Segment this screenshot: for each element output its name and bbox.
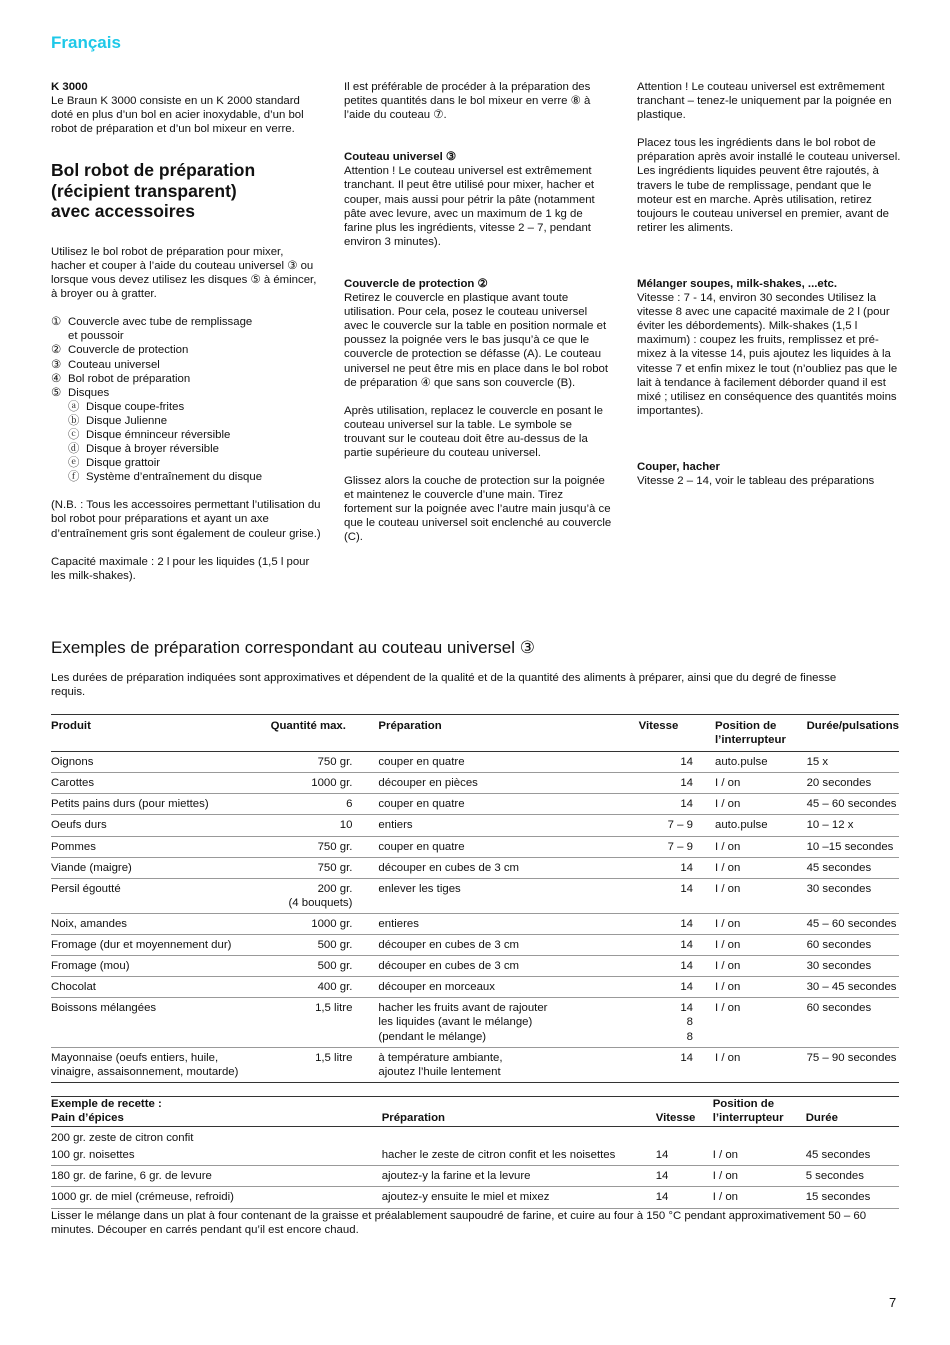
recipe-cell-ingredient: 100 gr. noisettes [51,1149,135,1162]
recipe-cell-speed: 14 [655,1170,669,1183]
table-row [51,836,899,857]
disc-letter: ⓐ [68,400,80,413]
recipe-cell-switch-position: I / on [712,1170,739,1183]
cell-switch-position: auto.pulse [715,819,768,832]
cell-quantity: 750 gr. [317,861,353,874]
warning-text: Attention ! Le couteau universel est extrêmement tranchant – tenez-le uniquement par la poignée en plastique. [637,81,892,122]
recipe-cell-speed: 14 [655,1149,669,1162]
cell-product: Oignons [51,756,94,769]
table-row [51,752,899,773]
header-preparation: Préparation [378,720,442,732]
cell-preparation: couper en quatre [378,840,465,853]
recipe-header-duration: Durée [805,1112,838,1125]
cell-switch-position: I / on [715,939,741,952]
recipe-title [51,1097,382,1127]
cell-product: Noix, amandes [51,917,127,930]
list-item [51,315,321,329]
recipe-header-switch-position: Position de l’interrupteur [712,1098,784,1125]
cell-duration: 45 – 60 secondes [806,917,897,930]
cell-switch-position: I / on [715,917,741,930]
cut-text: Vitesse 2 – 14, voir le tableau des préparations [637,474,875,487]
cell-duration: 20 secondes [806,777,872,790]
recipe-cell-preparation: hacher le zeste de citron confit et les noisettes [381,1149,616,1162]
recipe-table [51,1096,899,1209]
cell-quantity: 1000 gr. [311,777,353,790]
after-use-text: Après utilisation, replacez le couvercle en posant le couteau universel sur la table. Le symbole se trouvant sur le couteau doit être au-dessus de la partie supérieure du couteau universel. [344,404,603,459]
cell-duration: 45 secondes [806,861,872,874]
cell-switch-position: I / on [715,1002,741,1015]
cell-switch-position: I / on [715,861,741,874]
recipe-title-line2: Pain d’épices [51,1112,124,1125]
cell-product: Persil égoutté [51,882,121,895]
recipe-cell-duration: 5 secondes [805,1170,864,1183]
table-row [51,1047,899,1082]
cell-quantity: 200 gr. (4 bouquets) [288,882,353,909]
table-row [51,998,899,1047]
header-quantity: Quantité max. [270,720,346,732]
header-product: Produit [51,720,91,732]
cell-duration: 30 secondes [806,882,872,895]
table-row [51,1166,899,1187]
cell-preparation: entieres [378,917,419,930]
cell-quantity: 750 gr. [317,840,353,853]
recipe-header-speed: Vitesse [655,1112,696,1125]
cell-product: Boissons mélangées [51,1002,157,1015]
cell-duration: 30 secondes [806,960,872,973]
cell-switch-position: I / on [715,777,741,790]
cell-switch-position: I / on [715,840,741,853]
part-number: ⑤ [51,386,62,399]
cell-product: Fromage (mou) [51,960,130,973]
cell-quantity: 1,5 litre [315,1051,353,1064]
cell-speed: 14 [680,939,693,952]
part-label: Couvercle avec tube de remplissage [68,316,253,329]
cell-product: Pommes [51,840,96,853]
cell-duration: 75 – 90 secondes [806,1051,897,1064]
recipe-cell-preparation: ajoutez-y la farine et la levure [381,1170,531,1183]
disc-letter: ⓕ [68,471,80,484]
mix-heading: Mélanger soupes, milk-shakes, ...etc. [637,277,838,290]
disc-label: Disque grattoir [86,457,161,470]
recipe-cell-preparation: ajoutez-y ensuite le miel et mixez [381,1191,550,1204]
header-speed: Vitesse [638,720,679,732]
cell-speed: 14 [680,777,693,790]
recipe-header-preparation: Préparation [381,1112,445,1125]
cell-speed: 14 [680,861,693,874]
cell-speed: 14 [680,882,693,895]
cell-preparation: découper en morceaux [378,981,495,994]
cell-speed: 7 – 9 [667,819,693,832]
cell-quantity: 500 gr. [317,939,353,952]
recipe-cell-switch-position: I / on [712,1149,739,1162]
table-row [51,1145,899,1166]
table-row [51,913,899,934]
parts-list [51,315,321,484]
header-switch-position: Position de l’interrupteur [715,720,786,747]
cell-product: Chocolat [51,981,96,994]
cell-preparation: découper en cubes de 3 cm [378,939,519,952]
list-subitem [51,456,321,470]
cell-duration: 10 –15 secondes [806,840,894,853]
placement-text: Placez tous les ingrédients dans le bol robot de préparation après avoir installé le couteau universel. Les ingrédients liquides peuvent être rajoutés, à travers le tube de remplissage, pendant que le moteur est en marche. Après utilisation, retirez toujours le couteau universel en premier, avant de retirer les aliments. [637,137,901,234]
cell-duration: 60 secondes [806,939,872,952]
list-item [51,358,321,372]
list-item-continuation: et poussoir [68,330,124,343]
disc-letter: ⓒ [68,429,80,441]
cell-duration: 30 – 45 secondes [806,981,897,994]
cell-quantity: 500 gr. [317,960,353,973]
part-number: ② [51,344,62,357]
cell-duration: 10 – 12 x [806,819,854,832]
disc-label: Disque à broyer réversible [86,443,219,456]
disc-letter: ⓔ [68,457,80,470]
cell-preparation: découper en pièces [378,777,478,790]
section-title-line2: (récipient transparent) [51,180,237,201]
part-label: Couteau universel [68,358,160,371]
mix-text: Vitesse : 7 - 14, environ 30 secondes Utilisez la vitesse 8 avec une capacité maximale de 2 l (pour éviter les débordements). Milk-shakes (1,5 l maximum) : coupez les fruits, remplissez et pré-mixez à la vitesse 14, puis ajoutez les liquides à la vitesse 7 et enfin mixez le tout (n’oubliez pas que le lait à tendance à facilement déborder quand il est mixé ; utilisez en conséquence des quantités moins importantes). [637,292,898,417]
recipe-cell-ingredient: 180 gr. de farine, 6 gr. de levure [51,1170,212,1183]
usage-text: Utilisez le bol robot de préparation pour mixer, hacher et couper à l’aide du couteau universel ③ ou lorsque vous devez utilisez les disques ⑤ à émincer, à broyer ou à gratter. [51,245,317,301]
cell-duration: 15 x [806,756,829,769]
table-row [51,815,899,836]
part-label: Couvercle de protection [68,344,189,357]
cell-speed: 7 – 9 [667,840,693,853]
examples-title: Exemples de préparation correspondant au couteau universel ③ [51,638,535,657]
column-2 [344,80,614,545]
cell-switch-position: I / on [715,798,741,811]
list-subitem [51,400,321,414]
table-row [51,1187,899,1208]
cell-switch-position: auto.pulse [715,756,768,769]
cell-quantity: 10 [339,819,353,832]
table-row [51,857,899,878]
table-row [51,935,899,956]
table-row [51,977,899,998]
list-subitem [51,428,321,442]
table-row [51,956,899,977]
section-title-line3: avec accessoires [51,201,196,222]
list-item [51,386,321,400]
disc-label: Disque coupe-frites [86,400,185,413]
cell-product: Fromage (dur et moyennement dur) [51,939,232,952]
cell-quantity: 6 [346,798,353,811]
knife-heading: Couteau universel ③ [344,151,457,164]
recipe-title-line1: Exemple de recette : [51,1098,162,1110]
cell-quantity: 1,5 litre [315,1002,353,1015]
cell-preparation: découper en cubes de 3 cm [378,861,519,874]
model-heading: K 3000 [51,81,88,93]
cell-quantity: 400 gr. [317,981,353,994]
cell-switch-position: I / on [715,1051,741,1064]
column-3 [637,80,907,488]
cell-product: Oeufs durs [51,819,107,832]
cell-product: Petits pains durs (pour miettes) [51,798,209,811]
part-number: ① [51,316,62,329]
table-header-row [51,715,899,752]
small-quantities-text: Il est préférable de procéder à la préparation des petites quantités dans le bol mixeur en verre ⑧ à l’aide du couteau ⑦. [344,81,591,122]
examples-intro: Les durées de préparation indiquées sont approximatives et dépendent de la qualité et de la quantité des aliments à préparer, ainsi que du degré de finesse requis. [51,672,837,699]
cell-speed: 14 [680,917,693,930]
section-title-line1: Bol robot de préparation [51,160,256,181]
disc-label: Disque émninceur réversible [86,429,231,441]
knife-text: Attention ! Le couteau universel est extrêmement tranchant. Il peut être utilisé pour mixer, hacher et couper, mais aussi pour pétrir la pâte (notamment pâte avec levure, avec un maximum de 1 kg de farine plus les ingrédients, vitesse 2 – 7, pendant environ 3 minutes). [344,165,595,248]
cell-duration: 60 secondes [806,1002,872,1015]
capacity-note: Capacité maximale : 2 l pour les liquides (1,5 l pour les milk-shakes). [51,555,310,582]
disc-letter: ⓓ [68,443,80,456]
model-text: Le Braun K 3000 consiste en un K 2000 standard doté en plus d’un bol en acier inoxydable, d’un bol robot de préparation et d’un bol mixeur en verre. [51,95,304,136]
disc-label: Disque Julienne [86,414,168,427]
list-item [51,343,321,357]
preparation-table [51,714,899,1083]
table-row [51,773,899,794]
cell-preparation: couper en quatre [378,798,465,811]
disc-label: Système d’entraînement du disque [86,471,263,484]
recipe-ingredient: 200 gr. zeste de citron confit [51,1132,194,1145]
cell-switch-position: I / on [715,882,741,895]
cell-speed: 14 8 8 [680,1002,693,1043]
cell-preparation: enlever les tiges [378,882,461,895]
list-subitem [51,470,321,484]
recipe-cell-duration: 15 secondes [805,1191,871,1204]
table-row [51,1127,899,1146]
part-label: Bol robot de préparation [68,372,191,385]
cut-heading: Couper, hacher [637,460,720,473]
recipe-body [51,1127,899,1208]
header-duration: Durée/pulsations [806,720,899,732]
recipe-instructions: Lisser le mélange dans un plat à four contenant de la graisse et préalablement saupoudré de farine, et cuire au four à 150 °C pendant approximativement 50 – 60 minutes. Découper en carrés pendant qu’il est encore chaud. [51,1210,867,1237]
table-body [51,752,899,1083]
recipe-cell-speed: 14 [655,1191,669,1204]
cell-product: Carottes [51,777,95,790]
cell-speed: 14 [680,981,693,994]
cover-heading: Couvercle de protection ② [344,277,488,290]
cell-switch-position: I / on [715,960,741,973]
cell-speed: 14 [680,756,693,769]
page-number: 7 [889,1295,897,1310]
cell-quantity: 750 gr. [317,756,353,769]
part-number: ③ [51,358,62,371]
recipe-cell-switch-position: I / on [712,1191,739,1204]
cell-duration: 45 – 60 secondes [806,798,897,811]
cell-product: Viande (maigre) [51,861,132,874]
cell-preparation: découper en cubes de 3 cm [378,960,519,973]
table-row [51,878,899,913]
cell-quantity: 1000 gr. [311,917,353,930]
cell-speed: 14 [680,960,693,973]
list-item [51,372,321,386]
cell-preparation: à température ambiante, ajoutez l’huile lentement [378,1051,503,1078]
disc-letter: ⓑ [68,414,80,427]
nb-note: (N.B. : Tous les accessoires permettant l’utilisation du bol robot pour préparations et ayant un axe d’entraînement gris sont également de couleur grise.) [51,499,321,540]
list-subitem [51,442,321,456]
part-label: Disques [68,386,110,399]
language-label: Français [51,33,121,52]
recipe-header-row [51,1097,899,1127]
cell-product: Mayonnaise (oeufs entiers, huile, vinaigre, assaisonnement, moutarde) [51,1051,239,1078]
cover-text: Retirez le couvercle en plastique avant toute utilisation. Pour cela, posez le couteau universel avec le couvercle sur la table en position normale et poussez la poignée vers le bas jusqu’à ce que le couvercle de protection se défasse (A). Le couteau universel ne peut être mis en place dans le bol robot de préparation ④ que sans son couvercle (B). [344,292,609,389]
part-number: ④ [51,372,62,385]
list-subitem [51,414,321,428]
table-row [51,794,899,815]
cell-preparation: entiers [378,819,413,832]
recipe-cell-ingredient: 1000 gr. de miel (crémeuse, refroidi) [51,1191,234,1204]
cell-speed: 14 [680,1051,693,1064]
cell-switch-position: I / on [715,981,741,994]
cell-preparation: couper en quatre [378,756,465,769]
slide-cover-text: Glissez alors la couche de protection sur la poignée et maintenez le couvercle d’une main. Tirez fortement sur la poignée avec l’autre main jusqu’à ce que le couteau universel soit enclenché au couvercle (C). [344,475,612,544]
cell-preparation: hacher les fruits avant de rajouter les liquides (avant le mélange) (pendant le mélange) [378,1002,548,1043]
cell-speed: 14 [680,798,693,811]
recipe-cell-duration: 45 secondes [805,1149,871,1162]
column-1 [51,80,321,583]
